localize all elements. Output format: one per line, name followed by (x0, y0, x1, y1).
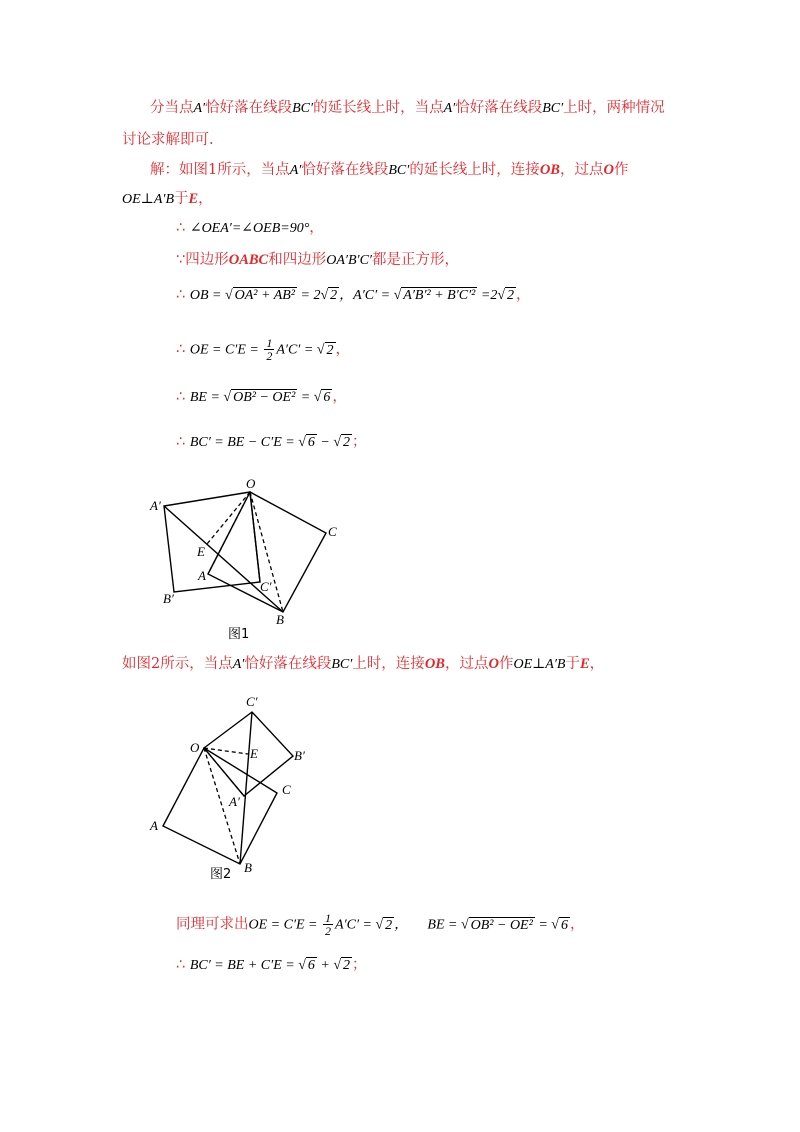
numerator: 1 (325, 911, 332, 925)
fig1-label-b: B (276, 612, 284, 627)
step-text: 和四边形 (268, 252, 327, 268)
therefore-symbol: ∴ (176, 341, 186, 358)
fig1-label-a-prime: A′ (150, 498, 161, 513)
fraction (264, 337, 274, 362)
sol-text: ， (198, 191, 213, 207)
step-math: =2 (477, 288, 498, 303)
fig1-label-c-prime: C′ (260, 579, 272, 594)
radicand: 2 (326, 342, 334, 358)
step-text: 都是正方形， (371, 252, 459, 268)
step-math: OA′B′C′ (326, 253, 372, 268)
denominator: 2 (325, 924, 332, 938)
step-text: ， (335, 341, 351, 358)
final-math: + (316, 958, 334, 973)
figure-1 (140, 476, 360, 646)
radicand: OB² − OE² (470, 917, 533, 933)
intro-text: 分当点 (150, 100, 194, 116)
segment-a1b (164, 506, 283, 612)
step-1 (176, 218, 324, 239)
intro-text: 的延长线上时，当点 (313, 100, 444, 116)
intro-math: BC′ (292, 101, 314, 116)
square-oa1b1c1 (164, 492, 260, 592)
radicand: 2 (343, 958, 351, 973)
solution-line-1 (150, 160, 628, 181)
numerator: 1 (266, 336, 273, 350)
case2-bold: O (488, 656, 499, 672)
radicand: 6 (307, 435, 315, 450)
radicand: 2 (343, 435, 351, 450)
dashed-ob (250, 492, 283, 612)
because-symbol: ∵ (176, 252, 186, 268)
therefore-symbol: ∴ (176, 434, 186, 450)
step-math: ∠OEA′=∠OEB=90° (189, 221, 310, 236)
sol-bold: E (188, 191, 199, 207)
fig1-label-c: C (328, 524, 337, 539)
final-math: BC′ = BE + C′E = (189, 958, 299, 973)
radicand: 6 (323, 390, 331, 405)
case2-text: 于 (565, 656, 580, 672)
sol-bold: OB (539, 162, 560, 178)
final-text: ； (352, 957, 367, 973)
fig2-label-a-prime: A′ (229, 794, 240, 809)
case2-text: 作 (498, 656, 514, 672)
therefore-symbol: ∴ (176, 389, 186, 405)
final-line-2: ∴ BC′ = BE + C′E = √ 6 + √ 2 ； (176, 957, 367, 973)
step-4: ∴ OE = C′E = $\frac{1}{2}$ A′C′ = √ 2 ， (176, 336, 351, 363)
case2-text: ， (589, 656, 605, 672)
radicand: 6 (307, 958, 315, 973)
intro-line-1 (150, 98, 665, 119)
sol-text: 于 (174, 191, 189, 207)
step-text: ， (516, 287, 531, 303)
radicand: OB² − OE² (233, 390, 296, 405)
intro-line-2: 讨论求解即可. (122, 132, 214, 148)
fig1-label-o: O (246, 476, 256, 491)
segment-bc1 (240, 712, 252, 864)
case2-text: 上时，连接 (352, 656, 425, 672)
dashed-oe-2 (204, 748, 248, 754)
intro-text: 恰好落在线段 (455, 100, 543, 116)
step-text: ， (332, 389, 347, 405)
final-math: OE = C′E = (248, 917, 322, 933)
final-text: ， (569, 916, 585, 933)
case2-text: 如图2所示，当点 (122, 656, 233, 672)
step-6: ∴ BC′ = BE − C′E = √ 6 − √ 2 ； (176, 434, 367, 450)
intro-text: 上时，两种情况 (563, 100, 665, 116)
fig2-label-a: A (150, 818, 158, 833)
step-math: ，A′C′ = (339, 288, 394, 303)
step-math: BE = (189, 390, 224, 405)
case2-text: 恰好落在线段 (244, 656, 332, 672)
final-text: 同理可求出 (176, 916, 249, 933)
step-5: ∴ BE = √ OB² − OE² = √ 6 ， (176, 389, 347, 405)
step-bold: OABC (228, 252, 269, 268)
step-math: OB = (189, 288, 225, 303)
final-math: BE = (427, 917, 461, 933)
case2-text: ，过点 (444, 656, 489, 672)
case2-line (122, 654, 604, 675)
final-math: ， (394, 917, 409, 933)
case2-math: A′ (232, 657, 245, 672)
sol-text: ，过点 (559, 162, 604, 178)
step-3: ∴ OB = √ OA² + AB² = 2√ 2 ，A′C′ = √ A′B′² + B′C′² =2√ 2 ， (176, 287, 531, 303)
sol-math: OE⊥A′B (122, 192, 174, 207)
segment-oc1 (250, 492, 260, 582)
intro-math: BC′ (542, 101, 564, 116)
sol-math: A′ (289, 163, 302, 178)
sol-bold: O (603, 162, 614, 178)
step-math: BC′ = BE − C′E = (189, 435, 299, 450)
step-text: ； (352, 434, 367, 450)
dashed-oe (207, 492, 250, 544)
fig2-label-e: E (250, 746, 258, 761)
radicand: 2 (385, 917, 393, 933)
radicand: OA² + AB² (234, 288, 295, 303)
denominator: 2 (266, 349, 273, 363)
step-text: ， (309, 220, 324, 236)
solution-line-2 (122, 189, 213, 210)
radicand: A′B′² + B′C′² (403, 288, 476, 303)
radicand: 6 (560, 917, 568, 933)
fig1-label-e: E (197, 544, 205, 559)
intro-text: 恰好落在线段 (205, 100, 293, 116)
fig2-label-o: O (190, 740, 200, 755)
step-math: = (297, 390, 314, 405)
case2-math: BC′ (331, 657, 353, 672)
case2-bold: OB (424, 656, 445, 672)
fig2-label-b: B (244, 860, 252, 875)
final-math: A′C′ = (335, 917, 376, 933)
fig2-label-c-prime: C′ (246, 694, 258, 709)
final-line-1: 同理可求出OE = C′E = $\frac{1}{2}$ A′C′ = √ 2 ， BE = √ OB² − OE² = √ 6 ， (176, 911, 585, 938)
step-math: = 2 (297, 288, 321, 303)
figure-1-caption: 图1 (228, 627, 250, 642)
fraction (323, 912, 333, 937)
therefore-symbol: ∴ (176, 287, 186, 303)
step-math: OE = C′E = (189, 342, 263, 358)
sol-text: 的延长线上时，连接 (409, 162, 540, 178)
figure-2-caption: 图2 (210, 867, 232, 882)
step-math: A′C′ = (276, 342, 317, 358)
step-2 (176, 250, 459, 271)
fig1-label-b-prime: B′ (163, 591, 174, 606)
fig2-label-b-prime: B′ (294, 748, 305, 763)
case2-bold: E (579, 656, 590, 672)
fig1-label-a: A (198, 568, 206, 583)
sol-text: 解：如图1所示，当点 (150, 162, 290, 178)
intro-math: A′ (443, 101, 456, 116)
step-text: 四边形 (185, 252, 229, 268)
final-math: = (534, 917, 552, 933)
step-math: − (316, 435, 334, 450)
therefore-symbol: ∴ (176, 220, 186, 236)
therefore-symbol: ∴ (176, 957, 186, 973)
sol-text: 作 (613, 162, 629, 178)
radicand: 2 (330, 288, 338, 303)
fig2-label-c: C (282, 782, 291, 797)
case2-math: OE⊥A′B (513, 657, 566, 672)
square-oabc-2 (163, 748, 277, 864)
square-oabc (208, 492, 326, 612)
figure-2 (140, 688, 340, 888)
sol-text: 恰好落在线段 (301, 162, 389, 178)
radicand: 2 (507, 288, 515, 303)
sol-math: BC′ (388, 163, 410, 178)
intro-math: A′ (193, 101, 206, 116)
